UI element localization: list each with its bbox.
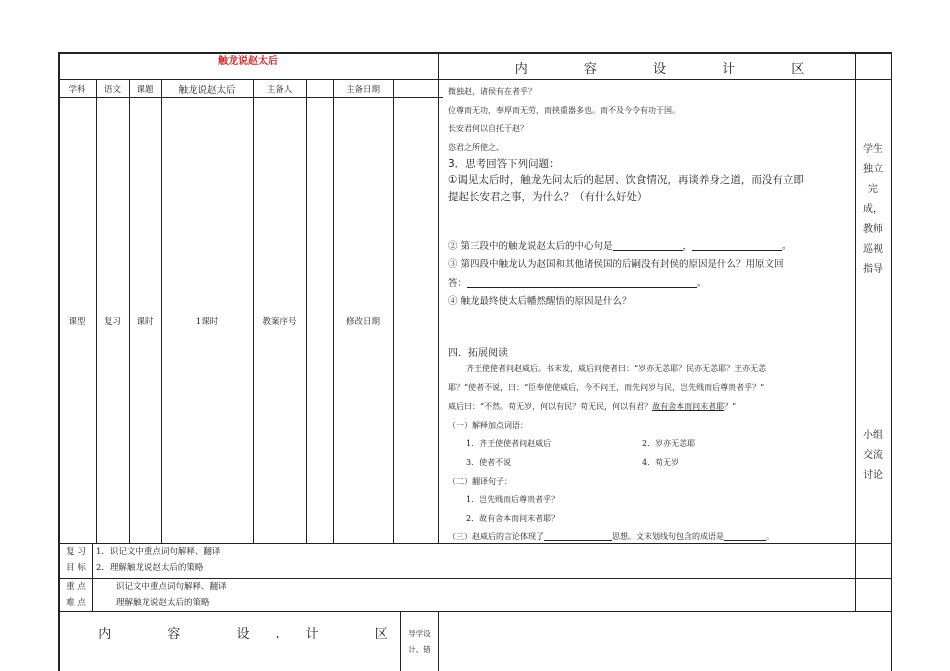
key-point-item: 识记文中重点词句解释、翻译 (116, 582, 227, 592)
goals-label-top: 复 习 (66, 547, 86, 557)
hours-label: 课时 (136, 316, 154, 327)
period: 。 (766, 532, 774, 541)
answer-prefix: 答： (448, 278, 468, 289)
separator: ， (682, 241, 693, 252)
prep-date-value (393, 80, 438, 97)
answer-blank (467, 277, 697, 288)
guide-design-label (401, 626, 438, 658)
key-points-label-bottom: 难 点 (66, 598, 86, 608)
question-3-title: 3．思考回答下列问题： (448, 158, 560, 170)
topic-value: 触龙说赵太后 (178, 84, 236, 96)
side-note-line: 独立 (863, 164, 883, 175)
question-3-2 (448, 238, 792, 252)
plan-no-label: 教案序号 (262, 316, 297, 327)
translate-item: 1．岂先贱而后尊贵者乎？ (466, 495, 560, 504)
content-line: 长安君何以自托于赵？ (448, 124, 528, 133)
topic-label: 课题 (136, 84, 154, 95)
answer-blank (724, 530, 766, 541)
question-3-3-line-a: ③ 第四段中触龙认为赵国和其他诸侯国的后嗣没有封侯的原因是什么？用原文回 (448, 259, 784, 270)
answer-blank (692, 240, 782, 251)
key-points-label-top: 重 点 (66, 582, 86, 592)
underlined-sentence: 故有舍本而问末者耶 (652, 402, 725, 411)
content-line: 恣君之所使之。 (448, 143, 504, 152)
question-3-3-line-b (448, 275, 707, 289)
subquestion-2-title: （二）翻译句子： (448, 477, 512, 486)
subquestion-3 (448, 530, 774, 542)
passage-line: 齐王使使者问赵威后。书未发，威后问使者曰：“岁亦无恙耶？民亦无恙耶？王亦无恙 (466, 364, 767, 373)
type-value: 复习 (103, 316, 121, 327)
passage-line (448, 401, 736, 412)
goals-list (96, 544, 220, 576)
side-note-line: 完 (868, 184, 878, 195)
side-note-group (858, 426, 888, 486)
word-item: 2．岁亦无恙耶 (642, 439, 696, 448)
prep-date-label: 主备日期 (345, 84, 380, 95)
passage-text: 威后曰：“不然。苟无岁，何以有民？苟无民，何以有君？ (448, 402, 653, 411)
side-note-line: 小组 (863, 430, 883, 441)
subquestion-1-title: （一）解释加点词语： (448, 421, 528, 430)
hours-value: 1课时 (195, 316, 219, 327)
passage-line: 耶？”使者不说，曰：“臣奉使使威后，今不问王，而先问岁与民，岂先贱而后尊贵者乎？” (448, 383, 765, 392)
goal-item: 1．识记文中重点词句解释、翻译 (96, 547, 221, 557)
passage-end: ？” (724, 402, 737, 411)
lesson-title: 触龙说赵太后 (218, 55, 278, 67)
side-note-line: 讨论 (863, 470, 883, 481)
side-note-line: 学生 (863, 144, 883, 155)
side-note-line: 成， (863, 204, 883, 215)
subquestion-3-text: （三）赵威后的言论体现了 (448, 532, 544, 541)
word-item: 1．齐王使使者问赵威后 (466, 439, 552, 448)
period: 。 (697, 278, 707, 289)
key-point-item: 理解触龙说赵太后的策略 (116, 598, 210, 608)
subquestion-3-text-b: 思想。文末划线句包含的成语是 (612, 532, 724, 541)
side-note-line: 教师 (863, 224, 883, 235)
type-label: 课型 (68, 316, 86, 327)
period: 。 (782, 241, 792, 252)
answer-blank (613, 240, 683, 251)
question-3-1-line-b: 提起长安君之事，为什么？（有什么好处） (448, 191, 648, 203)
side-note-line: 指导 (863, 264, 883, 275)
side-note-line: 巡视 (863, 244, 883, 255)
guide-design-line: 计、错 (408, 645, 431, 654)
word-item: 4．苟无岁 (642, 458, 680, 467)
preparer-value (306, 80, 333, 97)
side-note-line: 交流 (863, 450, 883, 461)
section-4-title: 四．拓展阅读 (448, 348, 508, 359)
content-line: 微独赵，诸侯有在者乎？ (448, 87, 536, 96)
question-3-2-text: ② 第三段中的触龙说赵太后的中心句是 (448, 241, 613, 252)
content-line: 位尊而无功，奉厚而无劳，而挟重器多也。而不及今令有功于国。 (448, 106, 680, 115)
side-note-independent (858, 140, 888, 280)
plan-no-value (306, 98, 333, 543)
preparer-label: 主备人 (266, 84, 293, 95)
revise-date-label: 修改日期 (345, 316, 380, 327)
question-3-4: ④ 触龙最终使太后幡然醒悟的原因是什么？ (448, 296, 632, 307)
goals-label-bottom: 目 标 (66, 563, 86, 573)
key-points-list (116, 579, 227, 611)
answer-blank (544, 530, 612, 541)
key-points-label (60, 579, 92, 611)
goal-item: 2．理解触龙说赵太后的策略 (96, 563, 204, 573)
goals-label (60, 544, 92, 576)
translate-item: 2．故有舍本而问末者耶？ (466, 514, 560, 523)
design-area-title: 内 容 设 计 区 (514, 62, 831, 77)
subject-label: 学科 (68, 84, 86, 95)
subject-value: 语文 (103, 84, 121, 95)
question-3-1-line-a: ①谒见太后时，触龙先问太后的起居、饮食情况，再谈养身之道，而没有立即 (448, 174, 804, 186)
word-item: 3．使者不说 (466, 458, 512, 467)
footer-design-area-title: 内 容 设.计 区 (98, 626, 414, 642)
guide-design-line: 导学设 (408, 629, 431, 638)
